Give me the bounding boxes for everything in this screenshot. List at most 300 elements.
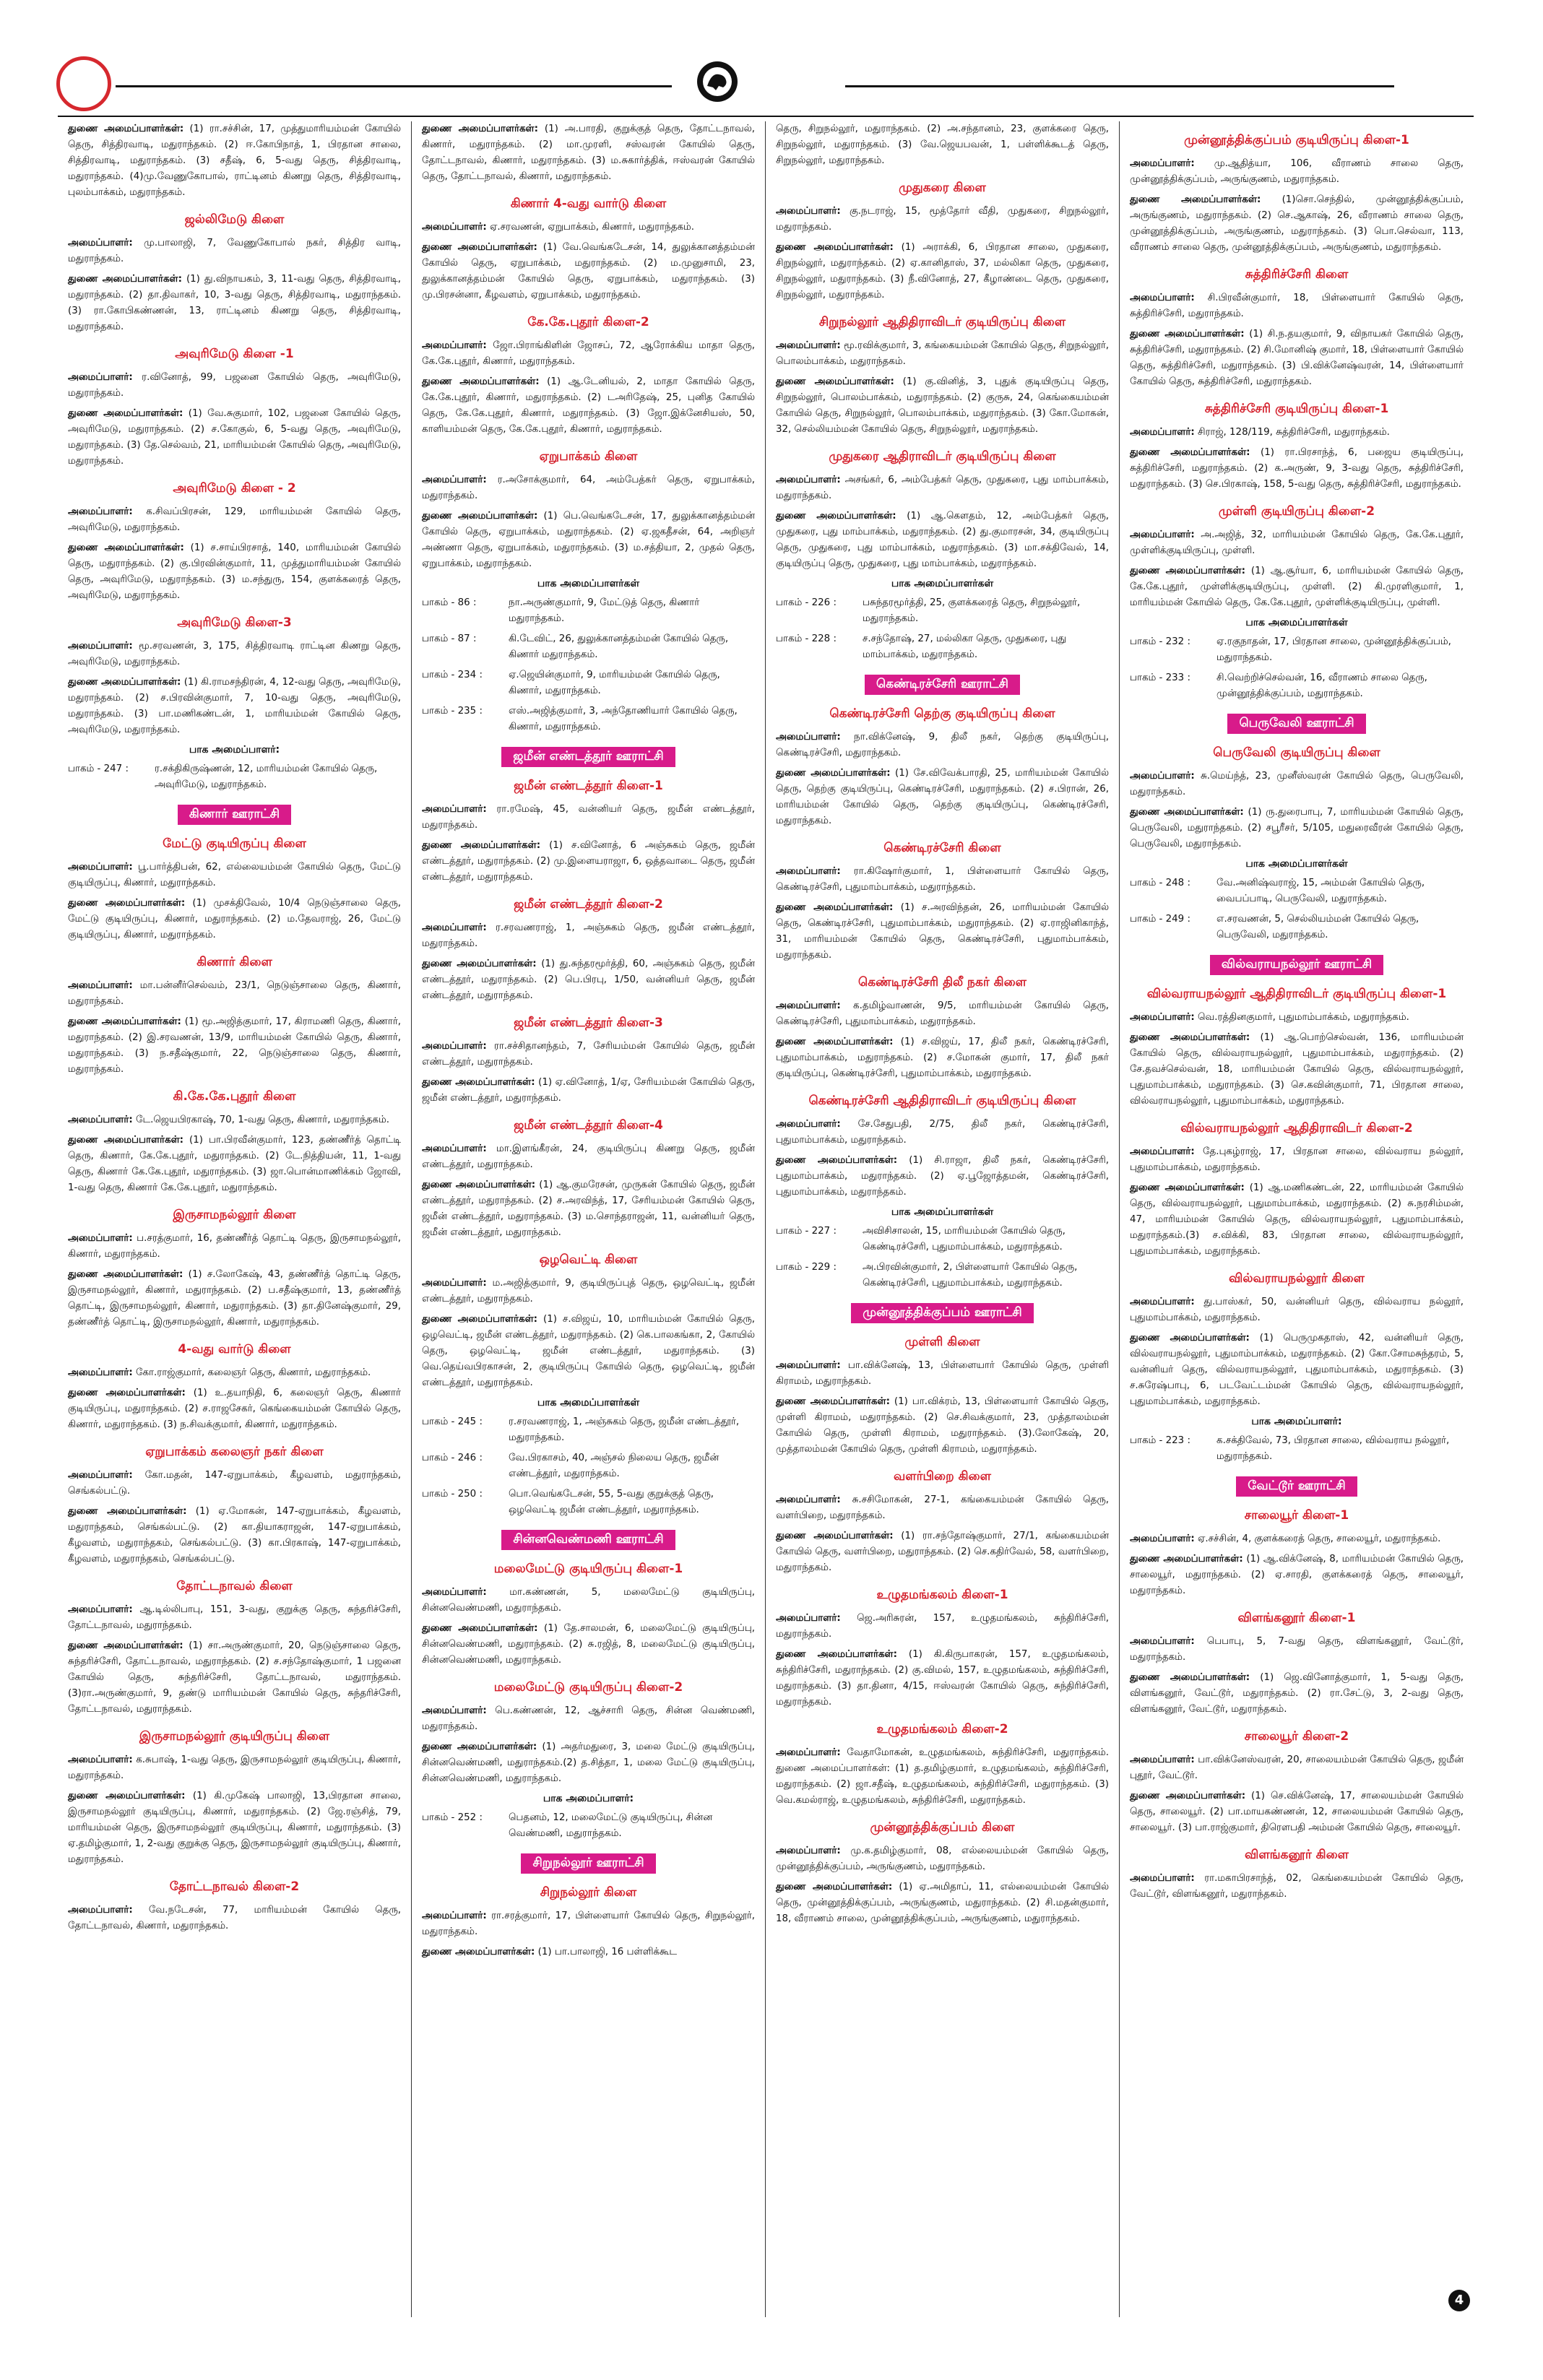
member-details: (1) வே.வெங்கடேசன், 14, துலுக்கானத்தம்மன் கோயில் தெரு, ஏறுபாக்கம், மதுராந்தகம். (2) ம.முனுசாமி, 23, துலுக்கானத்தம்மன் கோயில் தெரு, ஏறுபாக்கம், மதுராந்தகம். (3) மு.பிரசன்னா, கீழவளம், ஏறுபாக்கம், மதுராந்தகம். — [422, 242, 756, 300]
role-label: துணை அமைப்பாளர்கள்: — [1130, 1672, 1250, 1683]
member-details: (1) கி.கிருபாகரன், 157, உழுதமங்கலம், சுந்திரிச்சேரி, மதுராந்தகம். (2) கு.விமல், 157, உழுதமங்கலம், சுந்திரிச்சேரி, மதுராந்தகம். (3) தா.தினா, 4/15, ஈஸ்வரன் கோயில் தெரு, சுந்திரிச்சேரி, மதுராந்தகம். — [776, 1649, 1109, 1708]
section-heading: சாலையூர் கிளை-1 — [1244, 1508, 1349, 1523]
member-details: (1) ரா.சந்தோஷ்குமார், 27/1, கங்கையம்மன் கோயில் தெரு, வளர்பிறை, மதுராந்தகம். (2) செ.கதிர்வேல், 58, வளர்பிறை, மதுராந்தகம். — [776, 1531, 1109, 1573]
member-details: (1) சே.விவேக்பாரதி, 25, மாரியம்மன் கோயில் தெரு, தெற்கு குடியிருப்பு, கெண்டிரச்சேரி, மதுராந்தகம். (2) ச.பிரான், 26, மாரியம்மன் கோயில் தெரு, தெற்கு குடியிருப்பு, கெண்டிரச்சேரி, மதுராந்தகம். — [776, 768, 1109, 826]
part-organisers-subheading: பாக அமைப்பாளர்கள் — [537, 1397, 640, 1408]
part-number: பாகம் - 233 : — [1130, 672, 1190, 683]
role-label: துணை அமைப்பாளர்கள்: — [422, 376, 540, 387]
role-label: அமைப்பாளர்: — [776, 1119, 841, 1130]
member-entry — [776, 1492, 1109, 1524]
page-number: 4 — [1448, 2290, 1470, 2311]
role-label: அமைப்பாளர்: — [68, 1115, 133, 1125]
member-entry — [68, 540, 401, 604]
member-details: கோ.மதன், 147-ஏறுபாக்கம், கீழவளம், மதுராந்தகம், செங்கல்பட்டு. — [68, 1470, 401, 1497]
member-entry — [776, 472, 1109, 504]
member-entry — [1130, 1531, 1464, 1547]
role-label: அமைப்பாளர்: — [422, 340, 487, 351]
member-entry — [68, 1752, 401, 1784]
member-details: கோ.ராஜ்குமார், கலைஞர் தெரு, கிணார், மதுராந்தகம். — [135, 1367, 371, 1378]
role-label: துணை அமைப்பாளர்கள்: — [1130, 566, 1245, 576]
member-details: (1) ஏ.மோகன், 147-ஏறுபாக்கம், கீழவளம், மதுராந்தகம், செங்கல்பட்டு. (2) கா.தியாகராஜன், 147-ஏறுபாக்கம், கீழவளம், மதுராந்தகம், செங்கல்பட்டு. (3) கா.பிரகாஷ், 147-ஏறுபாக்கம், கீழவளம், மதுராந்தகம், செங்கல்பட்டு. — [68, 1506, 401, 1565]
member-details: ம.அஜித்குமார், 9, குடியிருப்புத் தெரு, ஒழவெட்டி, ஜமீன் எண்டத்தூர், மதுராந்தகம். — [422, 1278, 755, 1304]
role-label: துணை அமைப்பாளர்கள்: — [68, 1269, 183, 1280]
member-entry — [776, 864, 1109, 896]
role-label: அமைப்பாளர்: — [776, 475, 841, 485]
member-details: தெரு, சிறுநல்லூர், மதுராந்தகம். (2) அ.சந்தானம், 23, குளக்கரை தெரு, சிறுநல்லூர், மதுராந்தகம். (3) வே.ஜெயபவன், 1, பள்ளிக்கூடத் தெரு, சிறுநல்லூர், மதுராந்தகம். — [776, 124, 1109, 166]
role-label: துணை அமைப்பாளர்கள்: — [1130, 1182, 1245, 1193]
member-details: ரா.ரமேஷ், 45, வன்னியர் தெரு, ஜமீன் எண்டத்தூர், மதுராந்தகம். — [422, 804, 755, 831]
member-details: வெ.ரத்தினகுமார், புதுமாம்பாக்கம், மதுராந்தகம். — [1197, 1012, 1409, 1023]
section-heading: சுத்திரிச்சேரி குடியிருப்பு கிளை-1 — [1204, 402, 1389, 416]
part-entry — [422, 1414, 755, 1446]
role-label: அமைப்பாளர்: — [776, 1613, 841, 1624]
member-details: (1) கி.ராமசந்திரன், 4, 12-வது தெரு, அவுரிமேடு, மதுராந்தகம். (2) ச.பிரவின்குமார், 7, 10-வது தெரு, அவுரிமேடு, மதுராந்தகம். (3) பா.மணிகண்டன், 1, மாரியம்மன் கோயில் தெரு, அவுரிமேடு, மதுராந்தகம். — [68, 677, 401, 735]
member-details: டே.ஜெயபிரகாஷ், 70, 1-வது தெரு, கிணார், மதுராந்தகம். — [135, 1115, 390, 1125]
part-details: ச.சந்தோஷ், 27, மல்லிகா தெரு, முதுகரை, புது மாம்பாக்கம், மதுராந்தகம். — [863, 633, 1067, 660]
part-number: பாகம் - 226 : — [776, 597, 837, 608]
section-heading: இருசாமநல்லூர் குடியிருப்பு கிளை — [139, 1729, 330, 1744]
section-heading: வில்வராயநல்லூர் ஆதிதிராவிடர் கிளை-2 — [1180, 1121, 1413, 1135]
section-heading: அவுரிமேடு கிளை - 2 — [173, 481, 296, 496]
section-heading: அவுரிமேடு கிளை-3 — [177, 615, 292, 630]
role-label: அமைப்பாளர்: — [776, 732, 841, 743]
role-label: அமைப்பாளர்: — [68, 1604, 133, 1615]
role-label: அமைப்பாளர்: — [68, 238, 133, 248]
part-number: பாகம் - 234 : — [422, 670, 483, 680]
role-label: துணை அமைப்பாளர்கள்: — [68, 124, 184, 134]
member-details: (1) ஆ.டேனியல், 2, மாதா கோயில் தெரு, கே.கே.புதூர், கிணார், மதுராந்தகம். (2) டஅரிதேஷ், 25, புனித கோயில் தெரு, கே.கே.புதூர், கிணார், மதுராந்தகம். (3) ஜோ.இக்னேசியஸ், 50, காளியம்மன் தெரு, கே.கே.புதூர், கிணார், மதுராந்தகம். — [422, 376, 755, 435]
role-label: துணை அமைப்பாளர்கள்: — [776, 1882, 893, 1892]
role-label: துணை அமைப்பாளர்கள்: — [68, 898, 186, 909]
section-heading: சிறுநல்லூர் கிளை — [540, 1885, 637, 1900]
member-details: க.சுபாஷ், 1-வது தெரு, இருசாமநல்லூர் குடியிருப்பு, கிணார், மதுராந்தகம். — [68, 1754, 401, 1781]
part-number: பாகம் - 87 : — [422, 633, 477, 644]
section-heading: கிணார் கிளை — [196, 955, 272, 969]
part-entry — [1130, 634, 1464, 666]
part-entry — [68, 761, 401, 793]
role-label: துணை அமைப்பாளர்கள்: — [422, 1180, 536, 1190]
role-label: துணை அமைப்பாளர்கள்: — [1130, 1554, 1243, 1565]
part-details: அ.பிரவின்குமார், 2, பிள்ளையார் கோயில் தெரு, கெண்டிரச்சேரி, புதுமாம்பாக்கம், மதுராந்தகம். — [863, 1262, 1078, 1289]
part-entry — [422, 667, 755, 699]
header-rule-left — [116, 85, 672, 87]
section-heading: உழுதமங்கலம் கிளை-2 — [876, 1722, 1008, 1736]
member-entry — [68, 1267, 401, 1330]
member-entry — [422, 1039, 755, 1070]
part-number: பாகம் - 247 : — [68, 763, 129, 774]
member-details: (1) ச.லோகேஷ், 43, தண்ணீர்த் தொட்டி தெரு, இருசாமநல்லூர், கிணார், மதுராந்தகம். (2) ப.சதீஷ்குமார், 13, தண்ணீர்த் தொட்டி, இருசாமநல்லூர், கிணார், மதுராந்தகம். (3) தா.தினேஷ்குமார், 29, தண்ணீர்த் தொட்டி, இருசாமநல்லூர், கிணார், மதுராந்தகம். — [68, 1269, 401, 1328]
part-number: பாகம் - 227 : — [776, 1226, 837, 1237]
part-details: ஏ.ரகுநாதன், 17, பிரதான சாலை, முன்னூத்திக்குப்பம், மதுராந்தகம். — [1216, 636, 1451, 663]
section-heading: கெண்டிரச்சேரி திலீ நகர் கிளை — [857, 975, 1026, 990]
role-label: அமைப்பாளர்: — [776, 1000, 841, 1011]
member-details: ர.அசோக்குமார், 64, அம்பேத்கர் தெரு, ஏறுபாக்கம், மதுராந்தகம். — [422, 475, 755, 501]
member-details: (1) ஆ.குமரேசன், முருகன் கோயில் தெரு, ஜமீன் எண்டத்தூர், மதுராந்தகம். (2) ச.அரவிந்த், 17, சேரியம்மன் கோயில் தெரு, ஜமீன் எண்டத்தூர், மதுராந்தகம். (3) ம.சொந்தராஜன், 11, வன்னியர் தெரு, ஜமீன் எண்டத்தூர், மதுராந்தகம். — [422, 1180, 755, 1238]
role-label: அமைப்பாளர்: — [68, 1233, 133, 1244]
role-label: அமைப்பாளர்: — [68, 506, 133, 517]
member-entry — [68, 1231, 401, 1263]
member-details: (1) ரா.பிரசாந்த், 6, பஜைய குடியிருப்பு, சுத்திரிச்சேரி, மதுராந்தகம். (2) க.அருண், 9, 3-வது தெரு, சுத்திரிச்சேரி, மதுராந்தகம். (3) செ.பிரகாஷ், 158, 5-வது தெரு, சுத்திரிச்சேரி, மதுராந்தகம். — [1130, 447, 1464, 490]
part-entry — [1130, 670, 1464, 702]
part-number: பாகம் - 235 : — [422, 706, 483, 717]
member-entry — [68, 406, 401, 469]
role-label: அமைப்பாளர்: — [1130, 427, 1195, 438]
part-organisers-subheading: பாக அமைப்பாளர்: — [1251, 1416, 1342, 1427]
member-entry — [1130, 1752, 1464, 1784]
member-details: ரா.சரத்குமார், 17, பிள்ளையார் கோயில் தெரு, சிறுநல்லூர், மதுராந்தகம். — [422, 1911, 756, 1937]
header-rule-right — [845, 85, 1394, 87]
role-label: துணை அமைப்பாளர்கள்: — [1130, 1032, 1250, 1043]
role-label: துணை அமைப்பாளர்கள்: — [776, 1531, 894, 1541]
member-entry — [1130, 1634, 1464, 1666]
member-details: (1) பா.பிரவீன்குமார், 123, தண்ணீர்த் தொட்டி தெரு, கிணார், கே.கே.புதூர், மதுராந்தகம். (2) டே.நித்தியன், 11, 1-வது தெரு, கிணார் கே.கே.புதூர், மதுராந்தகம். (3) ஜா.பொன்மாணிக்கம் ஜோவி, 1-வது தெரு, கிணார் கே.கே.புதூர், மதுராந்தகம். — [68, 1135, 402, 1193]
member-entry — [1130, 1010, 1464, 1026]
part-organisers-subheading: பாக அமைப்பாளர்கள் — [537, 578, 640, 589]
member-details: சு.மெய்ந்த், 23, முனீஸ்வரன் கோயில் தெரு, பெருவேலி, மதுராந்தகம். — [1130, 771, 1464, 797]
role-label: துணை அமைப்பாளர்கள்: — [68, 1640, 183, 1651]
member-entry — [68, 1788, 401, 1868]
part-number: பாகம் - 229 : — [776, 1262, 837, 1273]
role-label: அமைப்பாளர்: — [422, 1278, 487, 1289]
section-heading: முதுகரை ஆதிராவிடர் குடியிருப்பு கிளை — [829, 449, 1056, 464]
member-entry — [776, 121, 1109, 169]
part-number: பாகம் - 246 : — [422, 1453, 483, 1463]
section-heading: கெண்டிரச்சேரி ஆதிதிராவிடர் குடியிருப்பு கிளை — [808, 1094, 1076, 1108]
section-heading: மலைமேட்டு குடியிருப்பு கிளை-2 — [493, 1680, 683, 1695]
member-details: (1) அராக்கி, 6, பிரதான சாலை, முதுகரை, சிறுநல்லூர், மதுராந்தகம். (2) ஏ.கானிதாஸ், 37, மல்லிகா தெரு, முதுகரை, சிறுநல்லூர், மதுராந்தகம். (3) நீ.வினோத், 27, கீழாண்டை தெரு, முதுகரை, சிறுநல்லூர், மதுராந்தகம். — [776, 242, 1109, 300]
role-label: அமைப்பாளர்: — [422, 1705, 487, 1716]
member-entry — [422, 472, 755, 504]
role-label: அமைப்பாளர்: — [422, 1587, 487, 1598]
role-label: துணை அமைப்பாளர்கள்: — [776, 1396, 890, 1407]
member-details: (1) கி.முகேஷ் பாலாஜி, 13,பிரதான சாலை, இருசாமநல்லூர் குடியிருப்பு, கிணார், மதுராந்தகம். (2) ஜே.ரஞ்சித், 79, மாரியம்மன் தெரு, இருசாமநல்லூர் குடியிருப்பு, கிணார், மதுராந்தகம். (3) ஏ.தமிழ்குமார், 1, 2-வது குறுக்கு தெரு, இருசாமநல்லூர் குடியிருப்பு, கிணார், மதுராந்தகம். — [68, 1791, 401, 1865]
member-entry — [776, 204, 1109, 235]
emblem-icon — [697, 61, 738, 102]
member-details: து.பாஸ்கர், 50, வன்னியர் தெரு, வில்வராய நல்லூர், புதுமாம்பாக்கம், மதுராந்தகம். — [1130, 1297, 1464, 1323]
member-entry — [1130, 1552, 1464, 1599]
member-details: ஏ.சரவணன், ஏறுபாக்கம், கிணார், மதுராந்தகம். — [489, 222, 695, 233]
member-details: ரா.மகாபிரசாந்த், 02, கெங்கையம்மன் கோயில் தெரு, வேட்டூர், விளங்கனூர், மதுராந்தகம். — [1130, 1873, 1464, 1900]
section-heading: அவுரிமேடு கிளை -1 — [175, 347, 294, 361]
role-label: துணை அமைப்பாளர்கள்: — [1130, 194, 1261, 205]
role-label: அமைப்பாளர்: — [68, 1367, 133, 1378]
role-label: துணை அமைப்பாளர்கள்: — [1130, 447, 1250, 458]
member-details: மூ.சரவணன், 3, 175, சித்திரவாடி ராட்டின கிணறு தெரு, அவுரிமேடு, மதுராந்தகம். — [68, 641, 401, 667]
part-details: நா.அருண்குமார், 9, மேட்டுத் தெரு, கிணார் மதுராந்தகம். — [509, 597, 700, 624]
member-entry — [776, 1647, 1109, 1710]
role-label: அமைப்பாளர்: — [422, 922, 487, 933]
member-entry — [776, 1034, 1109, 1082]
role-label: அமைப்பாளர்: — [68, 1905, 133, 1916]
part-organisers-subheading: பாக அமைப்பாளர்: — [543, 1793, 634, 1804]
member-entry — [776, 1358, 1109, 1390]
member-entry — [422, 838, 755, 886]
section-heading: ஏறுபாக்கம் கலைஞர் நகர் கிளை — [145, 1445, 324, 1459]
part-entry — [422, 1487, 755, 1518]
part-details: பெதனம், 12, மலைமேட்டு குடியிருப்பு, சின்ன வெண்மணி, மதுராந்தகம். — [509, 1812, 713, 1839]
member-entry — [68, 1112, 401, 1128]
member-details: (1) து.சுந்தரமூர்த்தி, 60, அஞ்சுகம் தெரு, ஜமீன் எண்டத்தூர், மதுராந்தகம். (2) பெ.பிரபு, 1/50, வன்னியர் தெரு, ஜமீன் எண்டத்தூர், மதுராந்தகம். — [422, 959, 755, 1001]
part-organisers-subheading: பாக அமைப்பாளர்கள் — [891, 578, 994, 589]
member-entry — [776, 1528, 1109, 1576]
part-details: பொ.வெங்கடேசன், 55, 5-வது குறுக்குத் தெரு, ஒழவெட்டி ஜமீன் எண்டத்தூர், மதுராந்தகம். — [509, 1489, 714, 1515]
part-organisers-subheading: பாக அமைப்பாளர்கள் — [1245, 617, 1348, 628]
role-label: அமைப்பாளர்: — [422, 804, 487, 815]
member-entry — [422, 1276, 755, 1307]
member-details: (1) ஆ.பொற்செல்வன், 136, மாரியம்மன் கோயில் தெரு, வில்வராயநல்லூர், புதுமாம்பாக்கம், மதுராந்தகம். (2) சே.தவச்செல்வன், 18, மாரியம்மன் கோயில் தெரு, வில்வராயநல்லூர், புதுமாம்பாக்கம், மதுராந்தகம். (3) செ.கவின்குமார், 71, பிரதான சாலை, வில்வராயநல்லூர், புதுமாம்பாக்கம், மதுராந்தகம். — [1130, 1032, 1464, 1107]
part-entry — [776, 1260, 1109, 1291]
member-details: சிராஜ், 128/119, சுத்திரிச்சேரி, மதுராந்தகம். — [1197, 427, 1390, 438]
part-details: ர.சரவணராஜ், 1, அஞ்சுகம் தெரு, ஜமீன் எண்டத்தூர், மதுராந்தகம். — [509, 1416, 740, 1443]
section-heading: இருசாமநல்லூர் கிளை — [173, 1208, 296, 1222]
role-label: அமைப்பாளர்: — [68, 980, 133, 991]
member-details: வே.நடேசன், 77, மாரியம்மன் கோயில் தெரு, தோட்டநாவல், கிணார், மதுராந்தகம். — [68, 1905, 401, 1931]
part-details: ஏ.ஜெயின்குமார், 9, மாரியம்மன் கோயில் தெரு, கிணார், மதுராந்தகம். — [509, 670, 720, 696]
member-details: மு.க.தமிழ்குமார், 08, எல்லையம்மன் கோயில் தெரு, முன்னூத்திக்குப்பம், அருங்குணம், மதுராந்தகம். — [776, 1845, 1109, 1872]
section-heading: வில்வராயநல்லூர் ஆதிதிராவிடர் குடியிருப்பு கிளை-1 — [1146, 987, 1447, 1001]
member-details: க.தமிழ்வாணன், 9/5, மாரியம்மன் கோயில் தெரு, கெண்டிரச்சேரி, புதுமாம்பாக்கம், மதுராந்தகம். — [776, 1000, 1109, 1027]
member-entry — [68, 978, 401, 1010]
panchayat-banner: சின்னவெண்மணி ஊராட்சி — [501, 1530, 675, 1550]
member-entry — [422, 1621, 755, 1669]
role-label: துணை அமைப்பாளர்கள்: — [1130, 1791, 1246, 1801]
panchayat-banner: பெருவேலி ஊராட்சி — [1227, 714, 1365, 734]
role-label: அமைப்பாளர்: — [1130, 293, 1195, 303]
member-entry — [1130, 326, 1464, 390]
role-label: துணை அமைப்பாளர்கள்: — [776, 1037, 894, 1047]
role-label: துணை அமைப்பாளர்கள்: — [776, 511, 896, 522]
role-label: அமைப்பாளர்: — [422, 1041, 487, 1052]
member-entry — [776, 1117, 1109, 1148]
member-entry — [422, 1908, 755, 1940]
section-heading: 4-வது வார்டு கிளை — [178, 1342, 291, 1356]
member-details: நா.விக்னேஷ், 9, திலீ நகர், தெற்கு குடியிருப்பு, கெண்டிரச்சேரி, மதுராந்தகம். — [776, 732, 1109, 758]
member-entry — [422, 1944, 755, 1960]
section-heading: ஜமீன் எண்டத்தூர் கிளை-2 — [514, 897, 663, 912]
role-label: அமைப்பாளர்: — [1130, 1754, 1195, 1765]
part-details: எ.சரவணன், 5, செல்லியம்மன் கோயில் தெரு, பெருவேலி, மதுராந்தகம். — [1216, 914, 1419, 940]
member-details: சி.பிரவீன்குமார், 18, பிள்ளையார் கோயில் தெரு, சுத்திரிச்சேரி, மதுராந்தகம். — [1130, 293, 1464, 319]
member-entry — [422, 1312, 755, 1391]
role-label: அமைப்பாளர்: — [68, 1754, 133, 1765]
member-entry — [422, 374, 755, 438]
part-number: பாகம் - 232 : — [1130, 636, 1190, 647]
member-details: (1) ச.சாய்பிரசாத், 140, மாரியம்மன் கோயில் தெரு, மதுராந்தகம். (2) கு.பிரவின்குமார், 11, முத்துமாரியம்மன் கோயில் தெரு, அவுரிமேடு, மதுராந்தகம். (3) ம.சந்துரு, 154, குளக்கரைத் தெரு, அவுரிமேடு, மதுராந்தகம். — [68, 542, 402, 601]
member-entry — [422, 509, 755, 572]
member-details: (1) ஜெ.வினோத்குமார், 1, 5-வது தெரு, விளங்கனூர், வேட்டூர், மதுராந்தகம். (2) ரா.சேட்டு, 3, 2-வது தெரு, விளங்கனூர், வேட்டூர், மதுராந்தகம். — [1130, 1672, 1464, 1715]
section-heading: முன்னூத்திக்குப்பம் குடியிருப்பு கிளை-1 — [1184, 133, 1409, 147]
role-label: அமைப்பாளர்: — [68, 372, 133, 383]
role-label: அமைப்பாளர்: — [776, 1747, 841, 1758]
role-label: அமைப்பாளர்: — [776, 866, 841, 877]
panchayat-banner: கிணார் ஊராட்சி — [178, 805, 291, 825]
member-entry — [422, 1141, 755, 1173]
member-entry — [1130, 290, 1464, 322]
role-label: அமைப்பாளர்: — [1130, 1146, 1195, 1157]
member-details: ஜோ.பிராங்கிளின் ஜோசப், 72, ஆரோக்கிய மாதா தெரு, கே.கே.புதூர், கிணார், மதுராந்தகம். — [422, 340, 755, 367]
member-entry — [776, 1611, 1109, 1643]
section-heading: பெருவேலி குடியிருப்பு கிளை — [1213, 745, 1380, 760]
section-heading: முன்னூத்திக்குப்பம் கிளை — [870, 1820, 1015, 1835]
part-number: பாகம் - 250 : — [422, 1489, 483, 1500]
member-details: (1) அதர்மதுரை, 3, மலை மேட்டு குடியிருப்பு, சின்னவெண்மணி, மதுராந்தகம்.(2) த.சித்தா, 1, மலை மேட்டு குடியிருப்பு, சின்னவெண்மணி, மதுராந்தகம். — [422, 1741, 755, 1784]
member-entry — [776, 509, 1109, 572]
part-details: எஸ்.அஜித்குமார், 3, அந்தோணியார் கோயில் தெரு, கிணார், மதுராந்தகம். — [509, 706, 738, 732]
masthead — [43, 43, 1488, 123]
part-entry — [422, 704, 755, 735]
part-entry — [776, 1224, 1109, 1255]
member-entry — [422, 240, 755, 303]
member-entry — [1130, 1180, 1464, 1260]
circle-logo-icon — [56, 56, 111, 111]
section-heading: உழுதமங்கலம் கிளை-1 — [876, 1588, 1008, 1602]
part-entry — [776, 595, 1109, 627]
member-details: (1) ச.விஜய், 17, திலீ நகர், கெண்டிரச்சேரி, புதுமாம்பாக்கம், மதுராந்தகம். (2) ச.மோகன் குமார், 17, திலீ நகர் குடியிருப்பு, கெண்டிரச்சேரி, புதுமாம்பாக்கம், மதுராந்தகம். — [776, 1037, 1109, 1079]
member-details: (1) ச.அரவிந்தன், 26, மாரியம்மன் கோயில் தெரு, கெண்டிரச்சேரி, புதுமாம்பாக்கம், மதுராந்தகம். (2) ஏ.ராஜினிகாந்த், 31, மாரியம்மன் கோயில் தெரு, கெண்டிரச்சேரி, புதுமாம்பாக்கம், மதுராந்தகம். — [776, 902, 1109, 961]
member-details: (1) து.விநாயகம், 3, 11-வது தெரு, சித்திரவாடி, மதுராந்தகம். (2) தா.திவாகர், 10, 3-வது தெரு, சித்திரவாடி, மதுராந்தகம். (3) ரா.கோபிகண்ணன், 13, ராட்டினம் கிணறு தெரு, சித்திரவாடி, மதுராந்தகம். — [68, 274, 402, 332]
member-details: ர.வினோத், 99, பஜனை கோயில் தெரு, அவுரிமேடு, மதுராந்தகம். — [68, 372, 401, 399]
member-details: (1) பா.விக்ரம், 13, பிள்ளையார் கோயில் தெரு, முள்ளி கிராமம், மதுராந்தகம். (2) செ.சிவக்குமார், 23, முத்தாலம்மன் கோயில் தெரு, முள்ளி கிராமம், மதுராந்தகம். (3).லோகேஷ், 20, முத்தாலம்மன் கோயில் தெரு, முள்ளி கிராமம், மதுராந்தகம். — [776, 1396, 1109, 1455]
role-label: துணை அமைப்பாளர்கள்: — [1130, 329, 1245, 339]
member-details: (1) அ.பாரதி, குறுக்குத் தெரு, தோட்டநாவல், கிணார், மதுராந்தகம். (2) மா.முரளி, சஸ்வரன் கோயில் தெரு, தோட்டநாவல், கிணார், மதுராந்தகம். (3) ம.சுகார்த்திக், ஈஸ்வரன் கோயில் தெரு, தோட்டநாவல், கிணார், மதுராந்தகம். — [422, 124, 755, 182]
member-entry — [1130, 1788, 1464, 1836]
member-details: மா.கண்ணன், 5, மலைமேட்டு குடியிருப்பு, சின்னவெண்மணி, மதுராந்தகம். — [422, 1587, 755, 1614]
member-details: வேதாமோகன், உழுதமங்கலம், சுந்திரிச்சேரி, மதுராந்தகம். துணை அமைப்பாளர்கள்: (1) த.தமிழ்குமார், உழுதமங்கலம், சுந்திரிச்சேரி, மதுராந்தகம். (2) ஜா.சதீஷ், உழுதமங்கலம், சுந்திரிச்சேரி, மதுராந்தகம். (3) வெ.கமல்ராஜ், உழுதமங்கலம், சுந்திரிச்சேரி, மதுராந்தகம். — [776, 1747, 1109, 1806]
member-details: ப.சரத்குமார், 16, தண்ணீர்த் தொட்டி தெரு, இருசாமநல்லூர், கிணார், மதுராந்தகம். — [68, 1233, 401, 1260]
role-label: அமைப்பாளர்: — [1130, 1012, 1195, 1023]
member-details: தே.புகழ்ராஜ், 17, பிரதான சாலை, வில்வராய நல்லூர், புதுமாம்பாக்கம், மதுராந்தகம். — [1130, 1146, 1464, 1173]
member-entry — [68, 675, 401, 738]
member-entry — [68, 860, 401, 891]
member-entry — [776, 998, 1109, 1030]
panchayat-banner: கெண்டிரச்சேரி ஊராட்சி — [865, 675, 1020, 695]
part-details: வே.பிரகாசம், 40, அஞ்சல் நிலைய தெரு, ஜமீன் எண்டத்தூர், மதுராந்தகம். — [509, 1453, 719, 1479]
role-label: துணை அமைப்பாளர்கள்: — [422, 959, 537, 969]
member-entry — [422, 920, 755, 952]
part-details: ர.சக்திகிருஷ்ணன், 12, மாரியம்மன் கோயில் தெரு, அவுரிமேடு, மதுராந்தகம். — [155, 763, 378, 790]
member-entry — [1130, 563, 1464, 611]
role-label: அமைப்பாளர்: — [1130, 771, 1195, 782]
member-entry — [1130, 425, 1464, 441]
member-details: (1) ஏ.அமிதாப், 11, எல்லையம்மன் கோயில் தெரு, முன்னூத்திக்குப்பம், அருங்குணம், மதுராந்தகம். (2) சி.மதன்குமார், 18, வீராணம் சாலை, முன்னூத்திக்குப்பம், அருங்குணம், மதுராந்தகம். — [776, 1882, 1110, 1924]
section-heading: தோட்டநாவல் கிளை-2 — [169, 1879, 300, 1894]
member-entry — [422, 1739, 755, 1787]
role-label: துணை அமைப்பாளர்கள்: — [68, 542, 184, 553]
role-label: துணை அமைப்பாளர்கள்: — [68, 677, 181, 688]
member-details: (1) பா.பாலாஜி, 16 பள்ளிக்கூட — [537, 1947, 678, 1957]
section-heading: முதுகரை கிளை — [899, 181, 986, 195]
member-details: (1) உ.தயாநிதி, 6, கலைஞர் தெரு, கிணார் குடியிருப்பு, மதுராந்தகம். (2) ச.ராஜசேகர், கெங்கையம்மன் கோயில் தெரு, கிணார், மதுராந்தகம். (3) ந.சிவக்குமார், கிணார், மதுராந்தகம். — [68, 1388, 402, 1430]
column-2 — [412, 121, 766, 2317]
member-entry — [68, 272, 401, 335]
member-entry — [422, 1585, 755, 1617]
member-entry — [776, 730, 1109, 761]
member-details: (1) மூ.அஜித்குமார், 17, கிராமணி தெரு, கிணார், மதுராந்தகம். (2) இ.சரவணன், 13/9, மாரியம்மன் கோயில் தெரு, கிணார், மதுராந்தகம். (3) ந.சதீஷ்குமார், 22, நெடுஞ்சாலை தெரு, கிணார், மதுராந்தகம். — [68, 1016, 401, 1075]
member-entry — [776, 1153, 1109, 1200]
member-entry — [1130, 156, 1464, 188]
member-details: பூ.பார்த்திபன், 62, எல்லையம்மன் கோயில் தெரு, மேட்டு குடியிருப்பு, கிணார், மதுராந்தகம். — [68, 862, 401, 888]
role-label: அமைப்பாளர்: — [776, 1494, 841, 1505]
section-heading: வளர்பிறை கிளை — [894, 1469, 991, 1484]
role-label: அமைப்பாளர்: — [776, 206, 841, 217]
member-entry — [422, 956, 755, 1004]
member-entry — [68, 1385, 401, 1433]
role-label: துணை அமைப்பாளர்கள்: — [422, 840, 541, 851]
section-heading: ஜமீன் எண்டத்தூர் கிளை-4 — [514, 1118, 663, 1133]
member-entry — [1130, 1030, 1464, 1109]
role-label: அமைப்பாளர்: — [422, 1143, 487, 1154]
member-entry — [68, 1365, 401, 1381]
column-4 — [1120, 121, 1474, 2317]
role-label: துணை அமைப்பாளர்கள்: — [68, 1135, 184, 1146]
section-heading: வில்வராயநல்லூர் கிளை — [1229, 1271, 1365, 1286]
panchayat-banner: வில்வராயநல்லூர் ஊராட்சி — [1210, 955, 1384, 975]
role-label: துணை அமைப்பாளர்கள்: — [422, 1741, 537, 1752]
member-entry — [1130, 527, 1464, 559]
role-label: துணை அமைப்பாளர்கள்: — [68, 1016, 181, 1027]
member-details: கு.நடராஜ், 15, மூத்தோர் வீதி, முதுகரை, சிறுநல்லூர், மதுராந்தகம். — [776, 206, 1109, 233]
member-details: ஜெ.அரிசுரன், 157, உழுதமங்கலம், சுந்திரிச்சேரி, மதுராந்தகம். — [776, 1613, 1109, 1640]
section-heading: ஜமீன் எண்டத்தூர் கிளை-1 — [514, 779, 663, 793]
role-label: துணை அமைப்பாளர்கள்: — [776, 1649, 897, 1660]
role-label: அமைப்பாளர்: — [1130, 1873, 1195, 1884]
role-label: துணை அமைப்பாளர்கள்: — [776, 768, 891, 779]
member-entry — [776, 1745, 1109, 1809]
role-label: அமைப்பாளர்: — [776, 1845, 841, 1856]
role-label: அமைப்பாளர்: — [776, 1360, 841, 1371]
member-entry — [1130, 1294, 1464, 1326]
member-entry — [68, 1602, 401, 1634]
member-details: (1) ஆ.விக்னேஷ், 8, மாரியம்மன் கோயில் தெரு, சாலையூர், மதுராந்தகம். (2) ஏ.சாரதி, குளக்கரைத் தெரு, சாலையூர், மதுராந்தகம். — [1130, 1554, 1464, 1596]
section-heading: விளங்கனூர் கிளை-1 — [1237, 1611, 1356, 1625]
part-entry — [422, 1450, 755, 1482]
part-entry — [422, 631, 755, 663]
member-entry — [68, 235, 401, 267]
part-organisers-subheading: பாக அமைப்பாளர்: — [189, 744, 280, 756]
part-entry — [1130, 1433, 1464, 1465]
part-organisers-subheading: பாக அமைப்பாளர்கள் — [1245, 858, 1348, 870]
member-entry — [422, 338, 755, 370]
section-heading: சுத்திரிச்சேரி கிளை — [1245, 267, 1349, 282]
member-details: (1) வே.சுகுமார், 102, பஜனை கோயில் தெரு, அவுரிமேடு, மதுராந்தகம். (2) ச.கோகுல், 6, 5-வது தெரு, அவுரிமேடு, மதுராந்தகம். (3) தே.செல்வம், 21, மாரியம்மன் கோயில் தெரு, அவுரிமேடு, மதுராந்தகம். — [68, 408, 401, 467]
member-details: அ.அஜித், 32, மாரியம்மன் கோயில் தெரு, கே.கே.புதூர், முள்ளிக்குடியிருப்பு, முள்ளி. — [1130, 529, 1464, 556]
member-entry — [68, 1903, 401, 1934]
member-entry — [776, 766, 1109, 829]
role-label: துணை அமைப்பாளர்கள்: — [776, 376, 894, 387]
member-details: (1) பெ.வெங்கடேசன், 17, துலுக்கானத்தம்மன் கோயில் தெரு, ஏறுபாக்கம், மதுராந்தகம். (2) ஏ.ஜகதீசன், 64, அறிஞர் அண்ணா தெரு, ஏறுபாக்கம், மதுராந்தகம். (3) ம.சத்தியா, 2, முதல் தெரு, ஏறுபாக்கம், மதுராந்தகம். — [422, 511, 755, 569]
role-label: துணை அமைப்பாளர்கள்: — [422, 1314, 538, 1325]
section-heading: மலைமேட்டு குடியிருப்பு கிளை-1 — [493, 1562, 683, 1576]
section-heading: கெண்டிரச்சேரி கிளை — [883, 841, 1001, 855]
member-details: பெ.கண்ணன், 12, ஆச்சாரி தெரு, சின்ன வெண்மணி, மதுராந்தகம். — [422, 1705, 755, 1732]
member-details: (1) ரு.துரைபாபு, 7, மாரியம்மன் கோயில் தெரு, பெருவேலி, மதுராந்தகம். (2) சபூரீசர், 5/105, மதுரைவீரன் கோயில் தெரு, பெருவேலி, மதுராந்தகம். — [1130, 807, 1464, 849]
panchayat-banner: முன்னூத்திக்குப்பம் ஊராட்சி — [851, 1303, 1033, 1323]
role-label: துணை அமைப்பாளர்கள்: — [68, 1791, 186, 1801]
member-details: (1)சொ.செந்தில், முன்னூத்திக்குப்பம், அருங்குணம், மதுராந்தகம். (2) செ.ஆகாஷ், 26, வீராணம் சாலை தெரு, முன்னூத்திக்குப்பம், அருங்குணம், மதுராந்தகம். (3) பொ.செல்வா, 113, வீராணம் சாலை தெரு, முன்னூத்திக்குப்பம், அருங்குணம், மதுராந்தகம். — [1130, 194, 1464, 253]
role-label: அமைப்பாளர்: — [1130, 1636, 1195, 1647]
member-entry — [422, 802, 755, 834]
section-heading: கிணார் 4-வது வார்டு கிளை — [510, 196, 667, 211]
role-label: அமைப்பாளர்: — [1130, 1533, 1195, 1544]
role-label: அமைப்பாளர்: — [68, 862, 133, 873]
member-details: மு.பாலாஜி, 7, வேணுகோபால் நகர், சித்திர வாடி, மதுராந்தகம். — [68, 238, 401, 264]
member-entry — [422, 220, 755, 235]
member-details: (1) ஏ.வினோத், 1/ஏ, சேரியம்மன் கோயில் தெரு, ஜமீன் எண்டத்தூர், மதுராந்தகம். — [422, 1077, 755, 1104]
member-details: மூ.ரவிக்குமார், 3, கங்கையம்மன் கோயில் தெரு, சிறுநல்லூர், பொலம்பாக்கம், மதுராந்தகம். — [776, 340, 1109, 367]
member-details: ஏ.சச்சின், 4, குளக்கரைத் தெரு, சாலையூர், மதுராந்தகம். — [1197, 1533, 1441, 1544]
member-details: பா.விக்னேஸ்வரன், 20, சாலையம்மன் கோயில் தெரு, ஜமீன் புதூர், வேட்டூர். — [1130, 1754, 1464, 1781]
part-number: பாகம் - 249 : — [1130, 914, 1190, 925]
